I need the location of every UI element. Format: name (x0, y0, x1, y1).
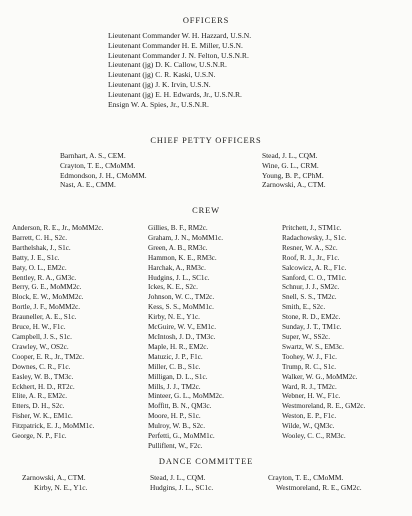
crew-entry: Super, W., SS2c. (282, 332, 331, 341)
crew-entry: Trump, R. C., S1c. (282, 362, 337, 371)
crew-heading: CREW (192, 206, 220, 215)
crew-entry: Fitzpatrick, E. J., MoMM1c. (12, 422, 95, 431)
crew-entry: Berry, G. E., MoMM2c. (12, 283, 82, 292)
crew-entry: Weston, E. P., F1c. (282, 412, 337, 421)
committee-entry: Kirby, N. E., Y1c. (34, 482, 88, 492)
officer-line: Lieutenant Commander H. E. Miller, U.S.N. (108, 40, 243, 50)
crew-entry: Toohey, W. J., F1c. (282, 352, 337, 361)
crew-entry: Graham, J. N., MoMM1c. (148, 233, 224, 242)
crew-entry: Wilde, W., QM3c. (282, 422, 335, 431)
crew-entry: Mulroy, W. B., S2c. (148, 422, 206, 431)
crew-entry: Kirby, N. E., Y1c. (148, 313, 200, 322)
crew-entry: Bortle, J. F., MoMM2c. (12, 303, 81, 312)
cpo-entry: Stead, J. L., CQM. (262, 151, 318, 160)
crew-column-2 (148, 224, 224, 452)
cpo-heading: CHIEF PETTY OFFICERS (150, 136, 262, 145)
crew-entry: Matuzic, J. P., F1c. (148, 352, 203, 361)
officer-line: Ensign W. A. Spies, Jr., U.S.N.R. (108, 99, 209, 109)
crew-entry: Pulliflent, W., F2c. (148, 441, 203, 450)
cpo-entry: Wine, G. L., CRM. (262, 160, 319, 170)
crew-entry: Smith, E., S2c. (282, 303, 326, 312)
crew-entry: Eckhert, H. D., RT2c. (12, 382, 75, 391)
crew-entry: Milligan, D. L., S1c. (148, 372, 208, 381)
crew-column-3 (282, 224, 365, 442)
dance-committee-column-3 (268, 473, 362, 493)
crew-entry: Anderson, R. E., Jr., MoMM2c. (12, 224, 104, 232)
crew-entry: Westmoreland, R. E., GM2c. (282, 402, 366, 411)
crew-entry: Ward, R. J., TM2c. (282, 382, 337, 391)
crew-entry: Brauneller, A. E., S1c. (12, 313, 77, 322)
officer-line: Lieutenant (jg) J. K. Irvin, U.S.N. (108, 79, 211, 89)
cpo-entry: Crayton, T. E., CMoMM. (60, 160, 136, 170)
dance-committee-heading: DANCE COMMITTEE (158, 457, 254, 466)
crew-entry: Ickes, K. E., S2c. (148, 283, 198, 292)
cpo-entry: Young, B. P., CPhM. (262, 170, 324, 180)
crew-entry: Bentley, R. A., GM3c. (12, 273, 77, 282)
crew-entry: Gillies, B. F., RM2c. (148, 224, 208, 232)
officers-list (108, 31, 408, 109)
dance-committee-column-1 (22, 473, 87, 493)
crew-entry: Pritchett, J., STM1c. (282, 224, 342, 232)
crew-entry: Easley, W. B., TM3c. (12, 372, 74, 381)
crew-entry: Perfetti, G., MoMM1c. (148, 432, 215, 441)
cpo-entry: Nast, A. E., CMM. (60, 180, 116, 190)
officer-line: Lieutenant Commander W. H. Hazzard, U.S.N. (108, 31, 252, 40)
cpo-entry: Barnhart, A. S., CEM. (60, 151, 126, 160)
crew-entry: Sunday, J. T., TM1c. (282, 323, 342, 332)
committee-entry: Crayton, T. E., CMoMM. (268, 473, 344, 482)
crew-entry: Harchak, A., RM3c. (148, 263, 206, 272)
crew-entry: Wooley, C. C., RM3c. (282, 432, 346, 441)
crew-entry: Crawley, W., OS2c. (12, 342, 69, 351)
crew-entry: Webner, H. W., F1c. (282, 392, 341, 401)
crew-entry: Barrett, C. H., S2c. (12, 233, 68, 242)
cpo-right-column (262, 151, 326, 190)
crew-entry: Etters, D. H., S2c. (12, 402, 65, 411)
crew-entry: Block, E. W., MoMM2c. (12, 293, 84, 302)
cpo-entry: Zarnowski, A., CTM. (262, 180, 326, 190)
crew-entry: Mills, J. J., TM2c. (148, 382, 201, 391)
crew-entry: Miller, C. B., S1c. (148, 362, 201, 371)
crew-entry: Sanford, C. O., TM1c. (282, 273, 347, 282)
crew-entry: Schnur, J. J., SM2c. (282, 283, 340, 292)
crew-entry: Campbell, J. S., S1c. (12, 332, 72, 341)
crew-entry: Hammon, K. E., RM3c. (148, 253, 217, 262)
crew-entry: McGuire, W. V., EM1c. (148, 323, 217, 332)
crew-entry: Baty, O. L., EM2c. (12, 263, 67, 272)
committee-entry: Hudgins, J. L., SC1c. (150, 482, 214, 492)
crew-entry: Roof, R. J., Jr., F1c. (282, 253, 340, 262)
crew-entry: Kess, S. S., MoMM1c. (148, 303, 214, 312)
crew-entry: Cooper, E. R., Jr., TM2c. (12, 352, 85, 361)
committee-entry: Zarnowski, A., CTM. (22, 473, 86, 482)
crew-entry: Stone, R. D., EM2c. (282, 313, 341, 322)
crew-entry: Green, A. B., RM3c. (148, 243, 208, 252)
crew-entry: Swartz, W. S., EM3c. (282, 342, 344, 351)
officer-line: Lieutenant (jg) E. H. Edwards, Jr., U.S.N.R. (108, 89, 242, 99)
crew-entry: Fisher, W. K., EM1c. (12, 412, 73, 421)
dance-committee-column-2 (150, 473, 213, 493)
officers-heading: OFFICERS (182, 16, 230, 25)
crew-entry: Batty, J. E., S1c. (12, 253, 60, 262)
crew-entry: George, N. P., F1c. (12, 432, 67, 441)
committee-entry: Stead, J. L., CQM. (150, 473, 206, 482)
officer-line: Lieutenant Commander J. N. Felton, U.S.N.R. (108, 50, 249, 60)
cpo-left-column (60, 151, 147, 190)
crew-entry: Elite, A. R., EM2c. (12, 392, 68, 401)
crew-entry: Radachowsky, J., S1c. (282, 233, 347, 242)
crew-entry: Snell, S. S., TM2c. (282, 293, 337, 302)
crew-entry: Maple, H. R., EM2c. (148, 342, 209, 351)
crew-entry: Johnson, W. C., TM2c. (148, 293, 215, 302)
crew-entry: McIntosh, J. D., TM3c. (148, 332, 216, 341)
crew-entry: Downes, C. R., F1c. (12, 362, 71, 371)
crew-entry: Moore, H. P., S1c. (148, 412, 201, 421)
crew-entry: Resner, W. A., S2c. (282, 243, 338, 252)
crew-entry: Bruce, H. W., F1c. (12, 323, 66, 332)
committee-entry: Westmoreland, R. E., GM2c. (276, 482, 362, 492)
crew-entry: Moffitt, B. N., QM3c. (148, 402, 212, 411)
crew-entry: Salcowicz, A. R., F1c. (282, 263, 347, 272)
officer-line: Lieutenant (jg) C. R. Kaski, U.S.N. (108, 70, 216, 80)
crew-entry: Minteer, G. L., MoMM2c. (148, 392, 224, 401)
officer-line: Lieutenant (jg) D. K. Callow, U.S.N.R. (108, 60, 227, 70)
crew-entry: Hudgins, J. L., SC1c. (148, 273, 210, 282)
crew-column-1 (12, 224, 103, 442)
cpo-entry: Edmondson, J. H., CMoMM. (60, 170, 147, 180)
crew-entry: Barthelshak, J., S1c. (12, 243, 71, 252)
crew-entry: Walker, W. G., MoMM2c. (282, 372, 358, 381)
